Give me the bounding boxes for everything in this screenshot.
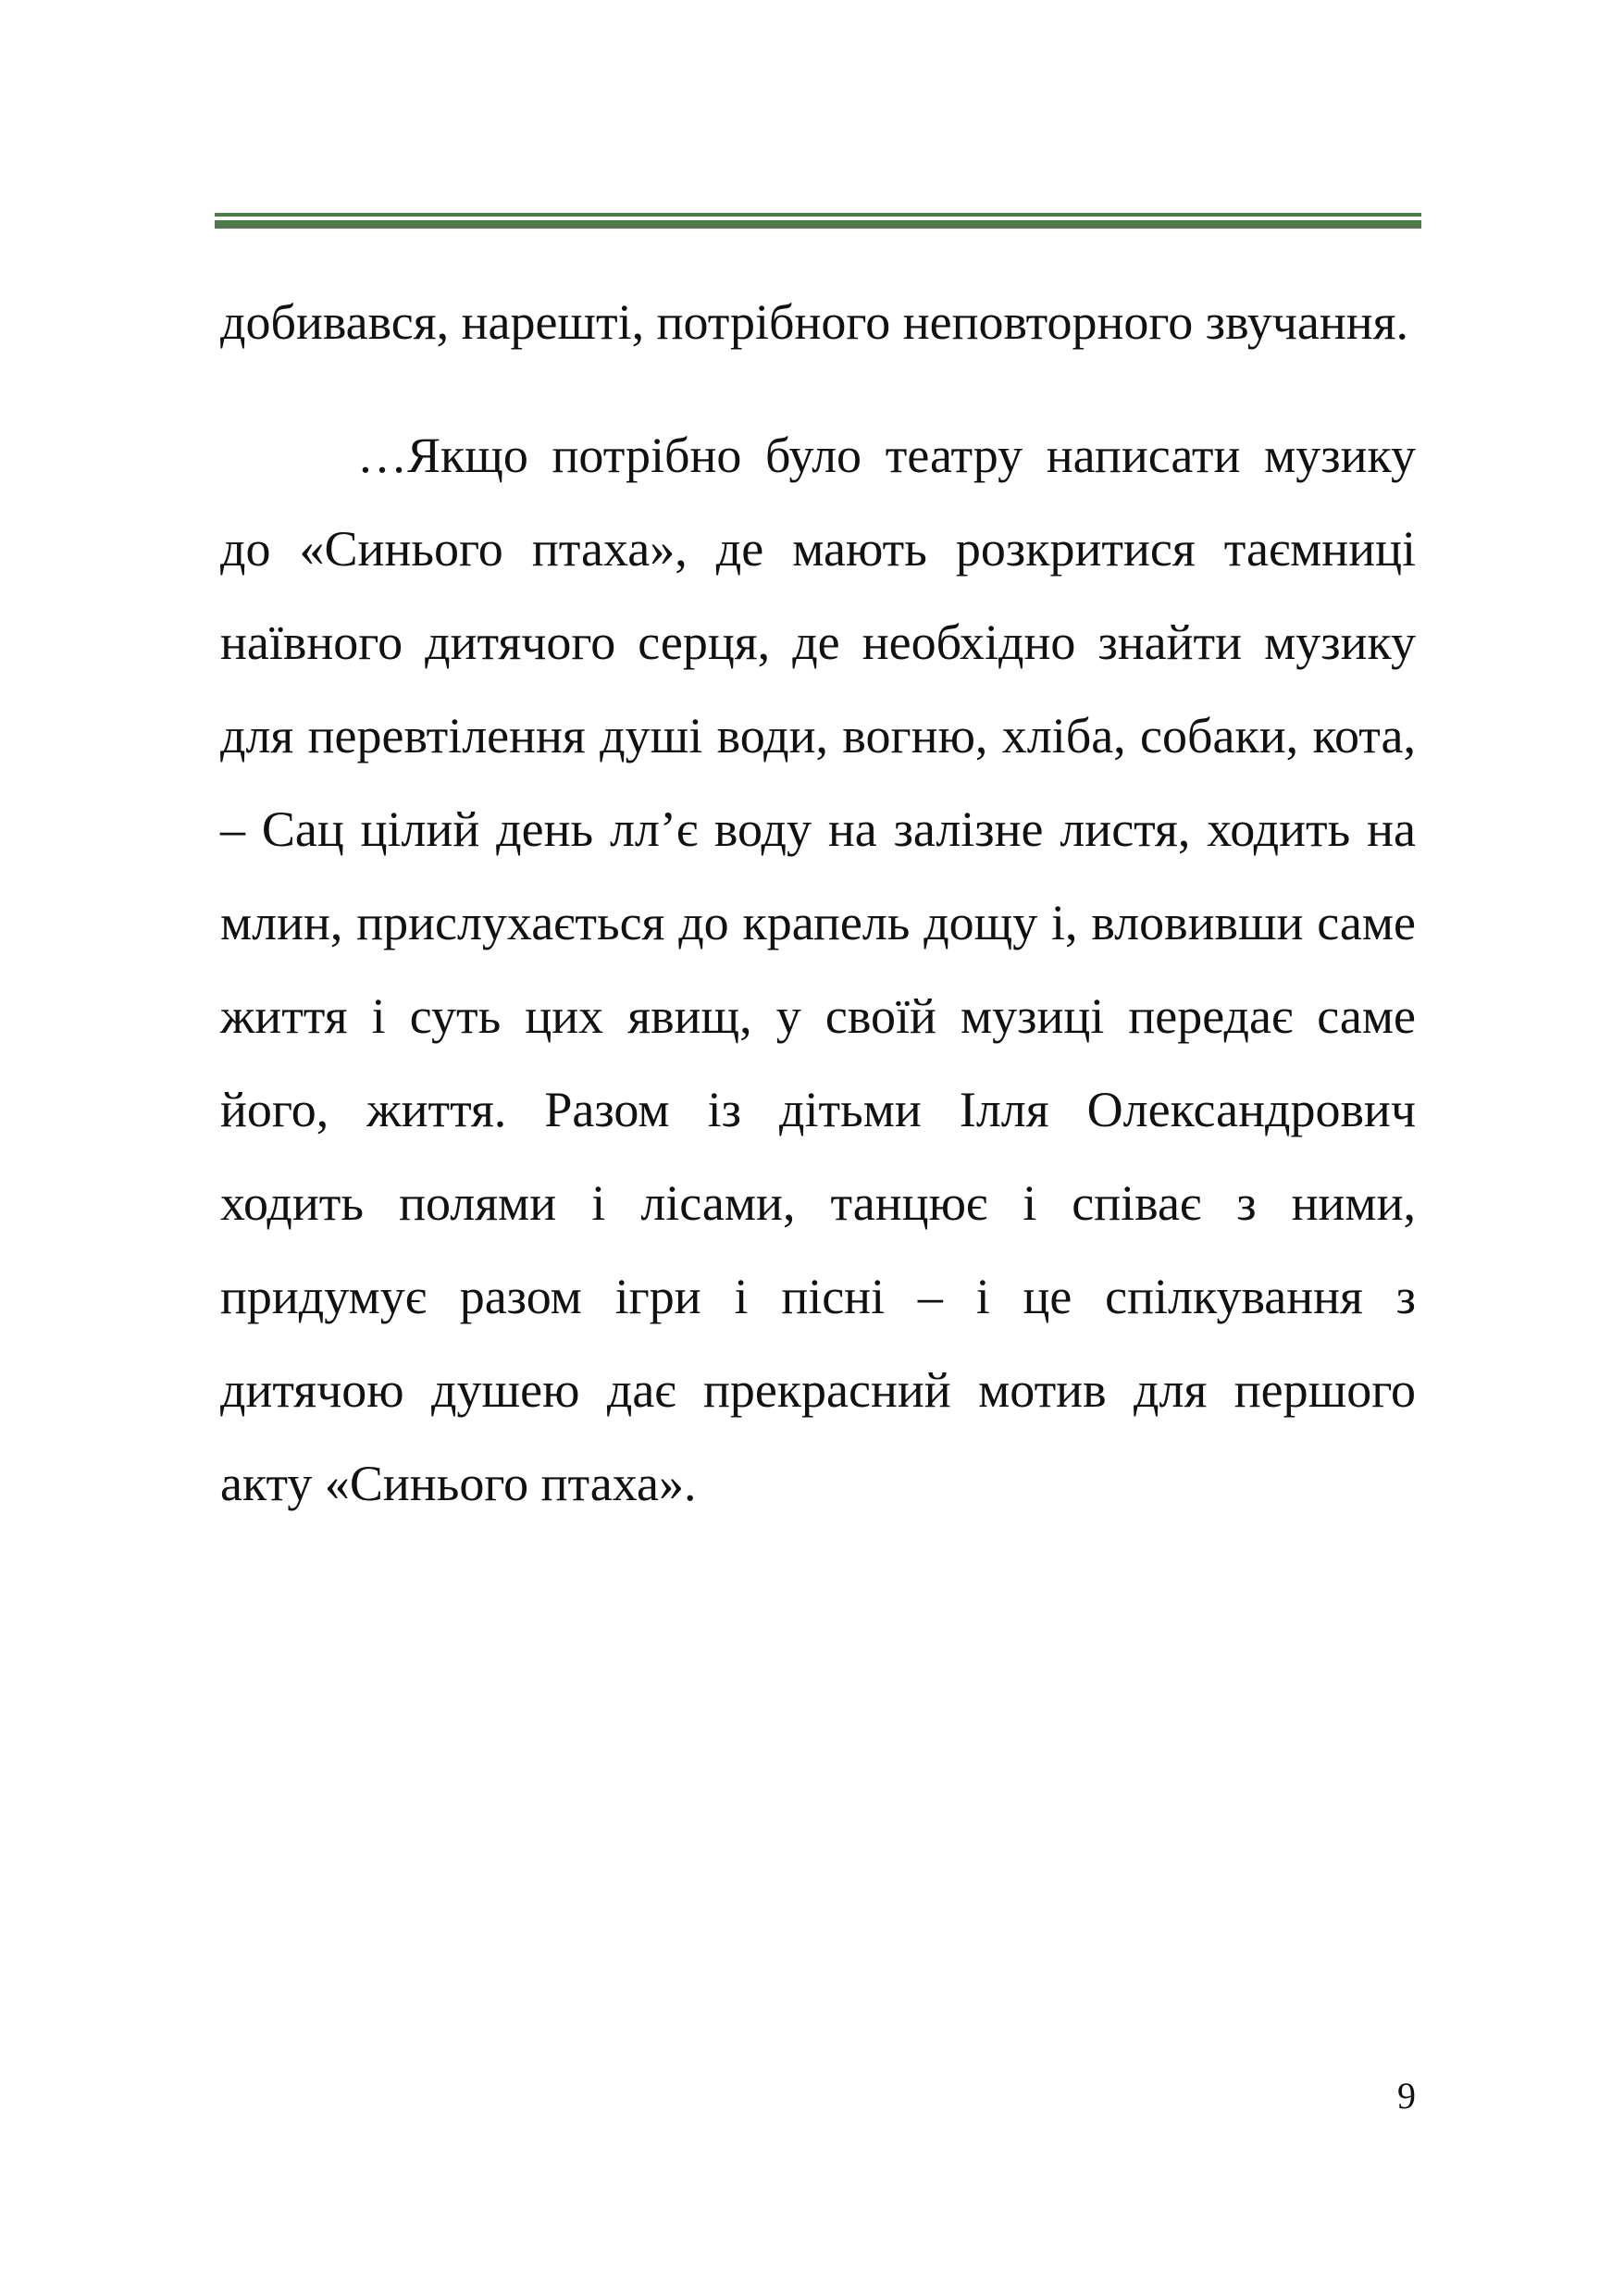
header-rule: [215, 213, 1421, 229]
paragraph-continued: добивався, нарешті, потрібного неповторного звучання.: [220, 294, 1408, 350]
header-rule-thick-line: [215, 220, 1421, 229]
paragraph-main: …Якщо потрібно було театру написати музику до «Синього птаха», де мають розкритися таємниці наївного дитячого серця, де необхідно знайти музику для перевтілення душі води, вогню, хліба, собаки, кота, – Сац цілий день лл’є воду на залізне листя, ходить на млин, прислухається до крапель дощу і, вловивши саме життя і суть цих явищ, у своїй музиці передає саме його, життя. Разом із дітьми Ілля Олександрович ходить полями і лісами, танцює і співає з ними, придумує разом ігри і пісні – і це спілкування з дитячою душею дає прекрасний мотив для першого акту «Синього птаха».: [220, 428, 1416, 1511]
body-text: [220, 276, 1416, 1531]
page-number: 9: [1397, 2075, 1416, 2116]
